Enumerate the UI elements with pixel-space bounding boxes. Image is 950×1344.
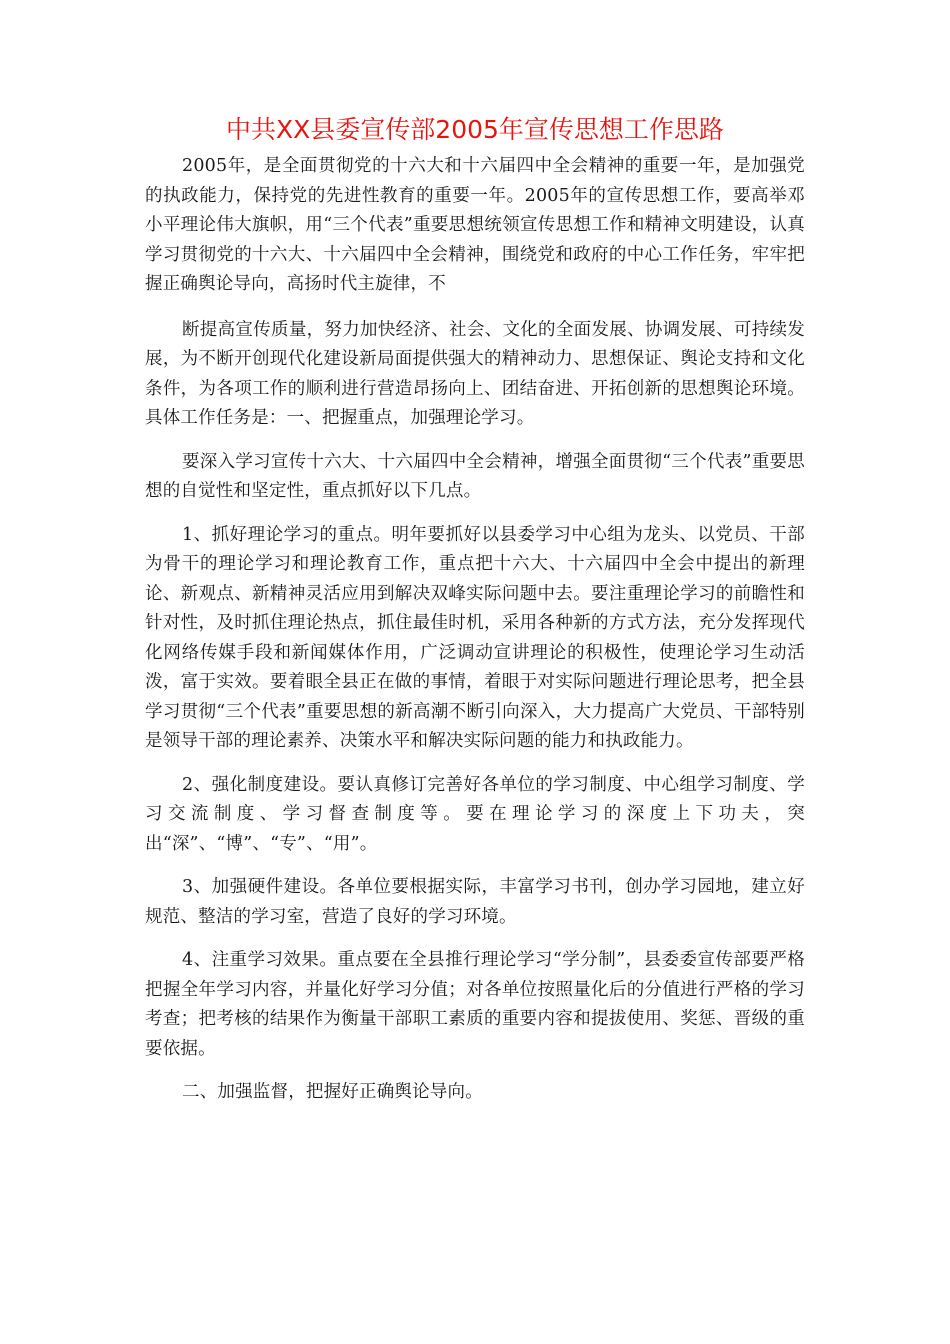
paragraph-item-1: 1、抓好理论学习的重点。明年要抓好以县委学习中心组为龙头、以党员、干部为骨干的理论学习和理论教育工作，重点把十六大、十六届四中全会中提出的新理论、新观点、新精神灵活应用到解决双峰实际问题中去。要注重理论学习的前瞻性和针对性，及时抓住理论热点，抓住最佳时机，采用各种新的方式方法，充分发挥现代化网络传媒手段和新闻媒体作用，广泛调动宣讲理论的积极性，使理论学习生动活泼，富于实效。要着眼全县正在做的事情，着眼于对实际问题进行理论思考，把全县学习贯彻“三个代表”重要思想的新高潮不断引向深入，大力提高广大党员、干部特别是领导干部的理论素养、决策水平和解决实际问题的能力和执政能力。 [145,524,805,751]
document-page [145,110,805,1122]
paragraph-section-2-heading: 二、加强监督，把握好正确舆论导向。 [182,1082,483,1102]
paragraph-item-2: 2、强化制度建设。要认真修订完善好各单位的学习制度、中心组学习制度、学习交流制度、学习督查制度等。要在理论学习的深度上下功夫，突出“深”、“博”、“专”、“用”。 [145,774,805,854]
paragraph-item-4: 4、注重学习效果。重点要在全县推行理论学习“学分制”，县委委宣传部要严格把握全年学习内容，并量化好学习分值；对各单位按照量化后的分值进行严格的学习考查；把考核的结果作为衡量干部职工素质的重要内容和提拔使用、奖惩、晋级的重要依据。 [145,950,805,1059]
document-title: 中共XX县委宣传部2005年宣传思想工作思路 [226,115,724,144]
paragraph-item-3: 3、加强硬件建设。各单位要根据实际，丰富学习书刊，创办学习园地，建立好规范、整洁的学习室，营造了良好的学习环境。 [145,877,805,927]
paragraph-intro: 2005年，是全面贯彻党的十六大和十六届四中全会精神的重要一年，是加强党的执政能力，保持党的先进性教育的重要一年。2005年的宣传思想工作，要高举邓小平理论伟大旗帜，用“三个代表”重要思想统领宣传思想工作和精神文明建设，认真学习贯彻党的十六大、十六届四中全会精神，围绕党和政府的中心工作任务，牢牢把握正确舆论导向，高扬时代主旋律，不 [145,156,805,294]
paragraph-study-focus: 要深入学习宣传十六大、十六届四中全会精神，增强全面贯彻“三个代表”重要思想的自觉性和坚定性，重点抓好以下几点。 [145,451,805,501]
paragraph-continuation: 断提高宣传质量，努力加快经济、社会、文化的全面发展、协调发展、可持续发展，为不断开创现代化建设新局面提供强大的精神动力、思想保证、舆论支持和文化条件，为各项工作的顺利进行营造昂扬向上、团结奋进、开拓创新的思想舆论环境。具体工作任务是：一、把握重点，加强理论学习。 [145,319,805,428]
